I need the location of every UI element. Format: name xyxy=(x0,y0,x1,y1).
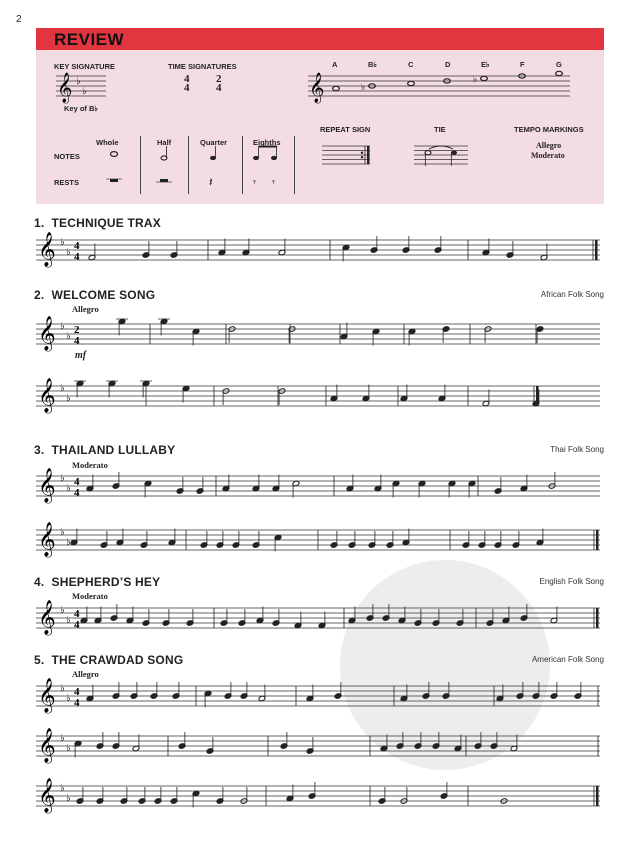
page-number: 2 xyxy=(16,14,22,25)
note-name: D xyxy=(445,60,451,69)
note-name: F xyxy=(520,60,525,69)
svg-text:𝄾: 𝄾 xyxy=(253,176,256,189)
song-2-title: 2. WELCOME SONG xyxy=(34,288,156,302)
song-5-title: 5. THE CRAWDAD SONG xyxy=(34,653,184,667)
treble-clef-icon: 𝄞 xyxy=(38,678,56,713)
note-name: A xyxy=(332,60,338,69)
svg-text:𝄞: 𝄞 xyxy=(309,73,325,103)
music-staff xyxy=(36,600,600,636)
flat-icon: ♭ xyxy=(60,473,65,484)
treble-clef-icon: 𝄞 xyxy=(38,468,56,503)
time-signature-2: 2 4 xyxy=(216,73,222,94)
flat-icon: ♭ xyxy=(66,693,71,704)
song-4-title: 4. SHEPHERD’S HEY xyxy=(34,575,161,589)
time-signature-1: 4 4 xyxy=(184,73,190,94)
key-signature-label: KEY SIGNATURE xyxy=(54,62,115,71)
song-4-source: English Folk Song xyxy=(539,577,604,586)
time-signature-bottom: 4 xyxy=(74,619,80,631)
time-signature-top: 2 xyxy=(74,324,80,336)
music-staff xyxy=(36,522,600,558)
time-signature-bottom: 4 xyxy=(74,697,80,709)
song-3-title: 3. THAILAND LULLABY xyxy=(34,443,176,457)
row-notes-label: NOTES xyxy=(54,152,80,161)
tie-label: TIE xyxy=(434,125,446,134)
flat-icon: ♭ xyxy=(60,733,65,744)
flat-icon: ♭ xyxy=(60,237,65,248)
repeat-sign-label: REPEAT SIGN xyxy=(320,125,371,134)
header-whole: Whole xyxy=(96,138,119,147)
flat-icon: ♭ xyxy=(60,383,65,394)
music-staff xyxy=(36,316,600,352)
time-signature-top: 4 xyxy=(74,686,80,698)
flat-icon: ♭ xyxy=(60,683,65,694)
song-3-tempo: Moderato xyxy=(72,460,108,470)
svg-text:♭: ♭ xyxy=(76,76,81,87)
key-name: Key of B♭ xyxy=(64,104,98,113)
song-2-tempo: Allegro xyxy=(72,304,99,314)
music-staff xyxy=(36,678,600,714)
svg-text:𝄞: 𝄞 xyxy=(57,73,73,103)
treble-clef-icon: 𝄞 xyxy=(38,778,56,813)
final-barline xyxy=(595,240,598,260)
song-2-dynamic: mf xyxy=(75,350,87,361)
svg-text:𝄾: 𝄾 xyxy=(272,176,275,189)
song-2-source: African Folk Song xyxy=(540,290,604,299)
flat-icon: ♭ xyxy=(60,527,65,538)
time-signature-top: 4 xyxy=(74,476,80,488)
song-5-source: American Folk Song xyxy=(531,655,604,664)
time-signature-top: 4 xyxy=(74,240,80,252)
tempo-allegro: Allegro xyxy=(536,141,562,150)
time-signature-bottom: 4 xyxy=(74,335,80,347)
time-signature-top: 4 xyxy=(74,608,80,620)
music-staff xyxy=(36,468,600,504)
flat-icon: ♭ xyxy=(66,615,71,626)
flat-icon: ♭ xyxy=(60,605,65,616)
music-staff xyxy=(36,378,600,414)
flat-icon: ♭ xyxy=(60,783,65,794)
svg-text:♭: ♭ xyxy=(361,83,366,93)
flat-icon: ♭ xyxy=(66,793,71,804)
flat-icon: ♭ xyxy=(60,321,65,332)
treble-clef-icon: 𝄞 xyxy=(38,316,56,351)
time-signature-bottom: 4 xyxy=(74,251,80,263)
music-staff xyxy=(36,778,600,814)
flat-icon: ♭ xyxy=(66,743,71,754)
time-signatures-label: TIME SIGNATURES xyxy=(168,62,237,71)
note-name: B♭ xyxy=(368,60,377,69)
song-3-source: Thai Folk Song xyxy=(550,445,604,454)
note-name: E♭ xyxy=(481,60,490,69)
final-barline xyxy=(596,530,599,550)
review-title: REVIEW xyxy=(54,30,125,49)
song-4-tempo: Moderato xyxy=(72,591,108,601)
final-barline xyxy=(596,786,599,806)
flat-icon: ♭ xyxy=(66,483,71,494)
note-name: C xyxy=(408,60,414,69)
treble-clef-icon: 𝄞 xyxy=(38,232,56,267)
treble-clef-icon: 𝄞 xyxy=(38,600,56,635)
song-1-title: 1. TECHNIQUE TRAX xyxy=(34,216,161,230)
header-quarter: Quarter xyxy=(200,138,228,147)
music-staff xyxy=(36,728,600,764)
svg-text:♭: ♭ xyxy=(473,75,478,85)
header-half: Half xyxy=(157,138,172,147)
tempo-moderato: Moderato xyxy=(531,151,565,160)
header-eighths: Eighths xyxy=(253,138,281,147)
flat-icon: ♭ xyxy=(66,393,71,404)
treble-clef-icon: 𝄞 xyxy=(38,522,56,557)
song-5-tempo: Allegro xyxy=(72,669,99,679)
flat-icon: ♭ xyxy=(66,247,71,258)
time-signature-bottom: 4 xyxy=(74,487,80,499)
flat-icon: ♭ xyxy=(66,331,71,342)
treble-clef-icon: 𝄞 xyxy=(38,728,56,763)
final-barline xyxy=(596,608,599,628)
flat-icon: ♭ xyxy=(66,537,71,548)
tempo-markings-label: TEMPO MARKINGS xyxy=(514,125,584,134)
note-name: G xyxy=(556,60,562,69)
row-rests-label: RESTS xyxy=(54,178,80,187)
treble-clef-icon: 𝄞 xyxy=(38,378,56,413)
music-staff xyxy=(36,232,600,268)
svg-text:𝄽: 𝄽 xyxy=(209,175,213,189)
svg-text:♭: ♭ xyxy=(82,86,87,97)
